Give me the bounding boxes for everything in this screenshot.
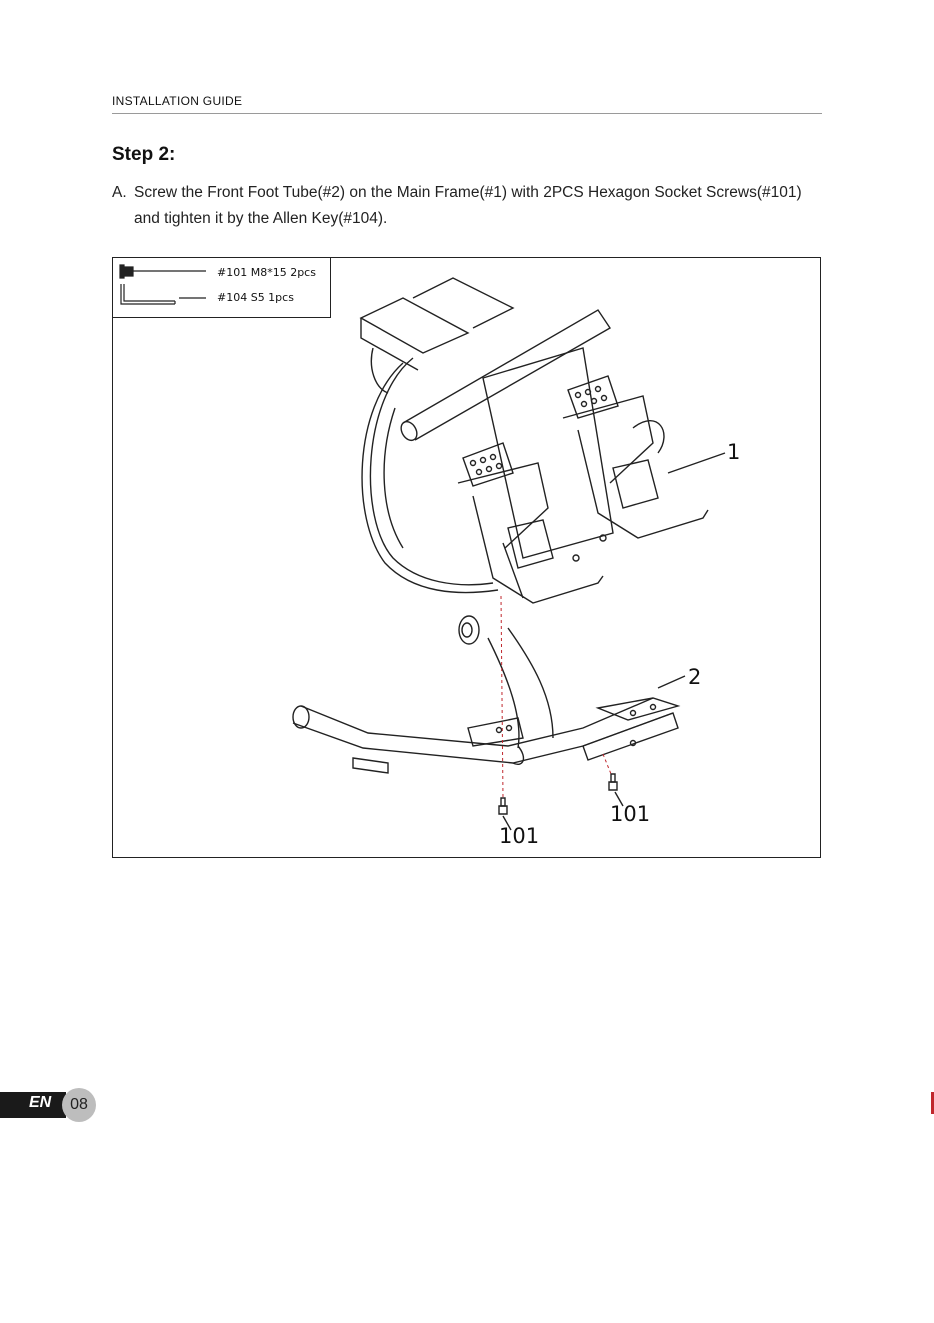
front-foot-tube [293,698,678,773]
callout-main-frame: 1 [727,440,741,464]
header-label: INSTALLATION GUIDE [112,94,243,108]
header-divider [112,113,822,114]
footrest-left [458,443,603,603]
step-title: Step 2: [112,144,176,165]
main-frame-plate [483,348,613,561]
leader-line-1 [668,453,725,473]
flywheel-tank [362,358,498,593]
callout-front-foot-tube: 2 [688,665,702,689]
hex-socket-screw-icon [120,265,206,278]
callout-screw-left: 101 [499,824,540,848]
assembly-figure [112,257,821,858]
instruction-text: Screw the Front Foot Tube(#2) on the Main Frame(#1) with 2PCS Hexagon Socket Screws(#101) and tighten it by the Allen Key(#104). [134,184,802,227]
callout-screw-right: 101 [610,802,651,826]
alignment-line-right [603,754,611,774]
step-instruction [112,180,822,232]
alignment-line-left [501,596,503,798]
language-code: EN [29,1094,52,1111]
instruction-marker: A. [112,184,127,201]
allen-key-icon [121,284,206,304]
page-number: 08 [62,1088,96,1122]
assembly-drawing [113,258,822,859]
part-104-label: #104 S5 1pcs [217,291,294,304]
part-101-label: #101 M8*15 2pcs [217,266,316,279]
transport-wheel [459,616,479,644]
leader-line-2 [658,676,685,688]
handle-tube [398,310,610,443]
parts-legend [113,258,331,318]
footrest-right [563,376,708,538]
